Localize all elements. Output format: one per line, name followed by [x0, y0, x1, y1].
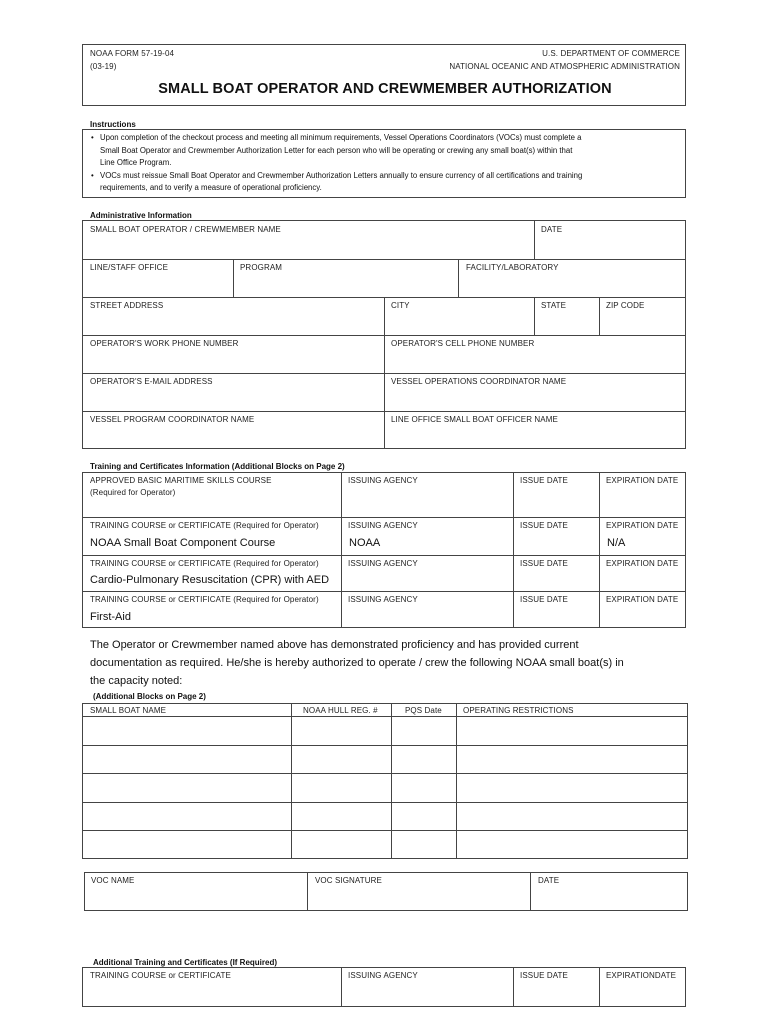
- city-field[interactable]: CITY: [391, 301, 410, 310]
- form-date: (03-19): [90, 62, 117, 71]
- admin-heading: Administrative Information: [90, 211, 192, 220]
- issue-date-label: ISSUE DATE: [520, 521, 568, 530]
- expiration-date-label: EXPIRATION DATE: [606, 476, 679, 485]
- instruction-item: • Upon completion of the checkout process and meeting all minimum requirements, Vessel Operations Coordinators (VOCs) must complete a Small Boat Operator and Crewmember Authorization Letter for each person who will be operating or crewing any small boat(s) within that Line Office Program.: [91, 133, 582, 167]
- issuing-agency-label: ISSUING AGENCY: [348, 476, 418, 485]
- voc-name-field[interactable]: VESSEL OPERATIONS COORDINATOR NAME: [391, 377, 567, 386]
- course-value[interactable]: First-Aid: [90, 611, 131, 623]
- boats-table: [82, 703, 688, 859]
- hull-reg-header: NOAA HULL REG. #: [303, 706, 378, 715]
- cell-phone-field[interactable]: OPERATOR'S CELL PHONE NUMBER: [391, 339, 535, 348]
- additional-agency-field[interactable]: ISSUING AGENCY: [348, 971, 418, 980]
- date-field[interactable]: DATE: [541, 225, 563, 234]
- form-number: NOAA FORM 57-19-04: [90, 49, 175, 58]
- additional-heading: Additional Training and Certificates (If Required): [93, 958, 278, 967]
- signature-date-field[interactable]: DATE: [538, 876, 560, 885]
- instructions-list: [88, 132, 684, 195]
- course-value[interactable]: Cardio-Pulmonary Resuscitation (CPR) with AED: [90, 574, 330, 586]
- issuing-agency-label: ISSUING AGENCY: [348, 521, 418, 530]
- issue-date-label: ISSUE DATE: [520, 476, 568, 485]
- expiration-date-label: EXPIRATION DATE: [606, 595, 679, 604]
- issuing-agency-label: ISSUING AGENCY: [348, 559, 418, 568]
- vpc-name-field[interactable]: VESSEL PROGRAM COORDINATOR NAME: [90, 415, 255, 424]
- bullet-icon: •: [91, 170, 94, 180]
- bullet-icon: •: [91, 133, 94, 142]
- authorization-statement: The Operator or Crewmember named above has demonstrated proficiency and has provided current documentation as required. He/she is hereby authorized to operate / crew the following NOAA small boat(s) in the capacity noted:: [90, 639, 624, 687]
- training-heading: Training and Certificates Information (Additional Blocks on Page 2): [90, 462, 345, 471]
- agency-value[interactable]: NOAA: [349, 537, 381, 549]
- course-label: TRAINING COURSE or CERTIFICATE (Required for Operator): [90, 595, 319, 604]
- basic-course-label: APPROVED BASIC MARITIME SKILLS COURSE: [90, 476, 272, 485]
- additional-expiration-field[interactable]: EXPIRATIONDATE: [606, 971, 677, 980]
- voc-signature-table: [84, 872, 688, 911]
- facility-field[interactable]: FACILITY/LABORATORY: [466, 263, 559, 272]
- operator-name-field[interactable]: SMALL BOAT OPERATOR / CREWMEMBER NAME: [90, 225, 281, 234]
- expiration-date-label: EXPIRATION DATE: [606, 521, 679, 530]
- additional-course-field[interactable]: TRAINING COURSE or CERTIFICATE: [90, 971, 231, 980]
- instructions-heading: Instructions: [90, 120, 136, 129]
- course-label: TRAINING COURSE or CERTIFICATE (Required for Operator): [90, 521, 319, 530]
- boat-name-header: SMALL BOAT NAME: [90, 706, 167, 715]
- line-office-field[interactable]: LINE/STAFF OFFICE: [90, 263, 169, 272]
- course-value[interactable]: NOAA Small Boat Component Course: [90, 537, 276, 549]
- street-address-field[interactable]: STREET ADDRESS: [90, 301, 164, 310]
- lo-officer-field[interactable]: LINE OFFICE SMALL BOAT OFFICER NAME: [391, 415, 558, 424]
- pqs-date-header: PQS Date: [405, 706, 442, 715]
- additional-issue-date-field[interactable]: ISSUE DATE: [520, 971, 568, 980]
- work-phone-field[interactable]: OPERATOR'S WORK PHONE NUMBER: [90, 339, 239, 348]
- department-name: U.S. DEPARTMENT OF COMMERCE: [542, 49, 680, 58]
- boats-heading: (Additional Blocks on Page 2): [93, 692, 206, 701]
- restrictions-header: OPERATING RESTRICTIONS: [463, 706, 574, 715]
- expiration-value[interactable]: N/A: [607, 537, 626, 549]
- instruction-item: • VOCs must reissue Small Boat Operator and Crewmember Authorization Letters annually to ensure currency of all certifications and training requirements, and to verify a measure of operational proficiency.: [91, 170, 583, 192]
- issue-date-label: ISSUE DATE: [520, 595, 568, 604]
- state-field[interactable]: STATE: [541, 301, 567, 310]
- issue-date-label: ISSUE DATE: [520, 559, 568, 568]
- voc-name-sig-field[interactable]: VOC NAME: [91, 876, 135, 885]
- issuing-agency-label: ISSUING AGENCY: [348, 595, 418, 604]
- course-label: TRAINING COURSE or CERTIFICATE (Required for Operator): [90, 559, 319, 568]
- zip-code-field[interactable]: ZIP CODE: [606, 301, 645, 310]
- administration-name: NATIONAL OCEANIC AND ATMOSPHERIC ADMINISTRATION: [449, 62, 680, 71]
- page-title: SMALL BOAT OPERATOR AND CREWMEMBER AUTHORIZATION: [158, 81, 612, 97]
- basic-course-required: (Required for Operator): [90, 488, 176, 497]
- expiration-date-label: EXPIRATION DATE: [606, 559, 679, 568]
- program-field[interactable]: PROGRAM: [240, 263, 283, 272]
- voc-signature-field[interactable]: VOC SIGNATURE: [315, 876, 382, 885]
- email-field[interactable]: OPERATOR'S E-MAIL ADDRESS: [90, 377, 213, 386]
